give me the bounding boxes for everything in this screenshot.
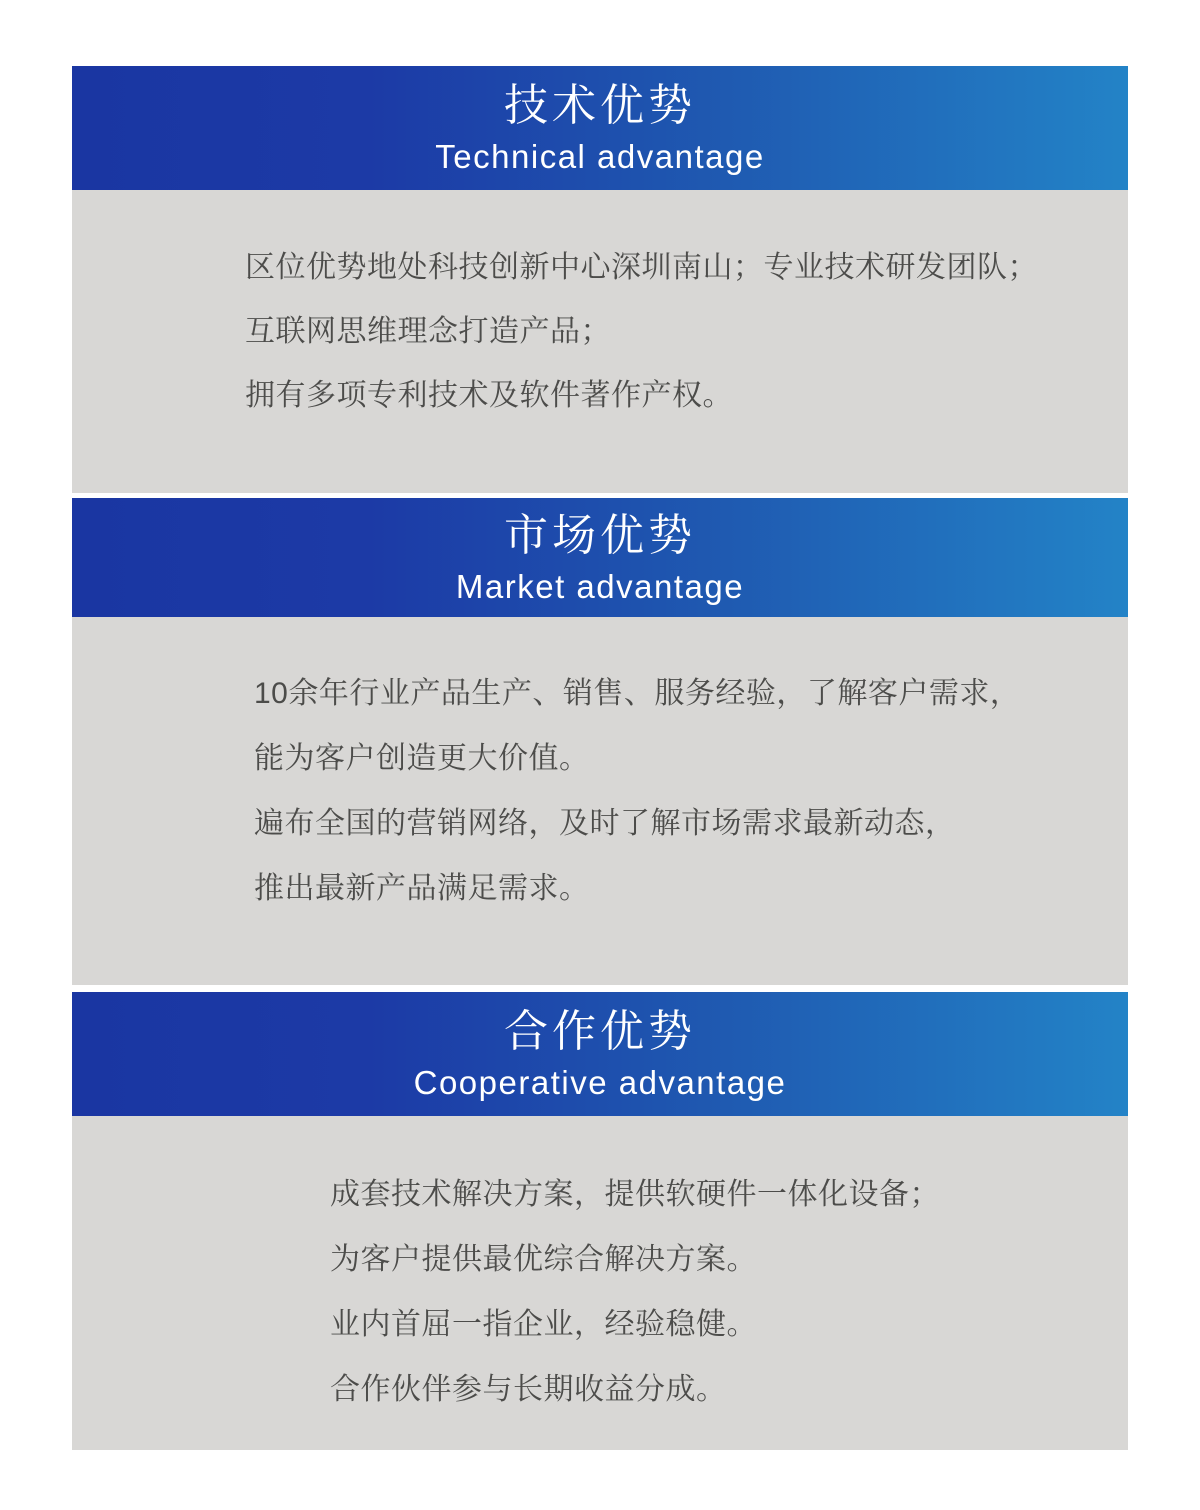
market-advantage-line: 遍布全国的营销网络，及时了解市场需求最新动态， <box>254 807 956 840</box>
section-market-advantage <box>72 498 1128 985</box>
cooperative-advantage-line: 合作伙伴参与长期收益分成。 <box>330 1373 727 1406</box>
technical-advantage-title-en: Technical advantage <box>435 138 765 175</box>
cooperative-advantage-title-zh: 合作优势 <box>504 1007 696 1056</box>
market-advantage-title-zh: 市场优势 <box>504 510 696 560</box>
market-advantage-line: 推出最新产品满足需求。 <box>254 872 590 905</box>
market-advantage-line: 10余年行业产品生产、销售、服务经验，了解客户需求， <box>254 677 1021 710</box>
market-advantage-banner <box>72 498 1128 617</box>
section-cooperative-advantage <box>72 992 1128 1450</box>
market-advantage-line: 能为客户创造更大价值。 <box>254 742 590 775</box>
technical-advantage-body <box>72 190 1128 493</box>
cooperative-advantage-line: 业内首屈一指企业，经验稳健。 <box>330 1308 757 1341</box>
cooperative-advantage-body <box>72 1116 1128 1450</box>
technical-advantage-banner <box>72 66 1128 190</box>
technical-advantage-line: 拥有多项专利技术及软件著作产权。 <box>245 379 733 412</box>
cooperative-advantage-banner <box>72 992 1128 1116</box>
content-column <box>72 66 1128 1450</box>
technical-advantage-line: 互联网思维理念打造产品； <box>245 315 611 348</box>
market-advantage-body <box>72 617 1128 985</box>
cooperative-advantage-title-en: Cooperative advantage <box>413 1064 787 1101</box>
cooperative-advantage-line: 为客户提供最优综合解决方案。 <box>330 1243 757 1276</box>
cooperative-advantage-line: 成套技术解决方案，提供软硬件一体化设备； <box>330 1178 940 1211</box>
technical-advantage-line: 区位优势地处科技创新中心深圳南山；专业技术研发团队； <box>245 251 1038 284</box>
section-technical-advantage <box>72 66 1128 493</box>
technical-advantage-title-zh: 技术优势 <box>504 81 696 130</box>
market-advantage-title-en: Market advantage <box>455 567 745 605</box>
